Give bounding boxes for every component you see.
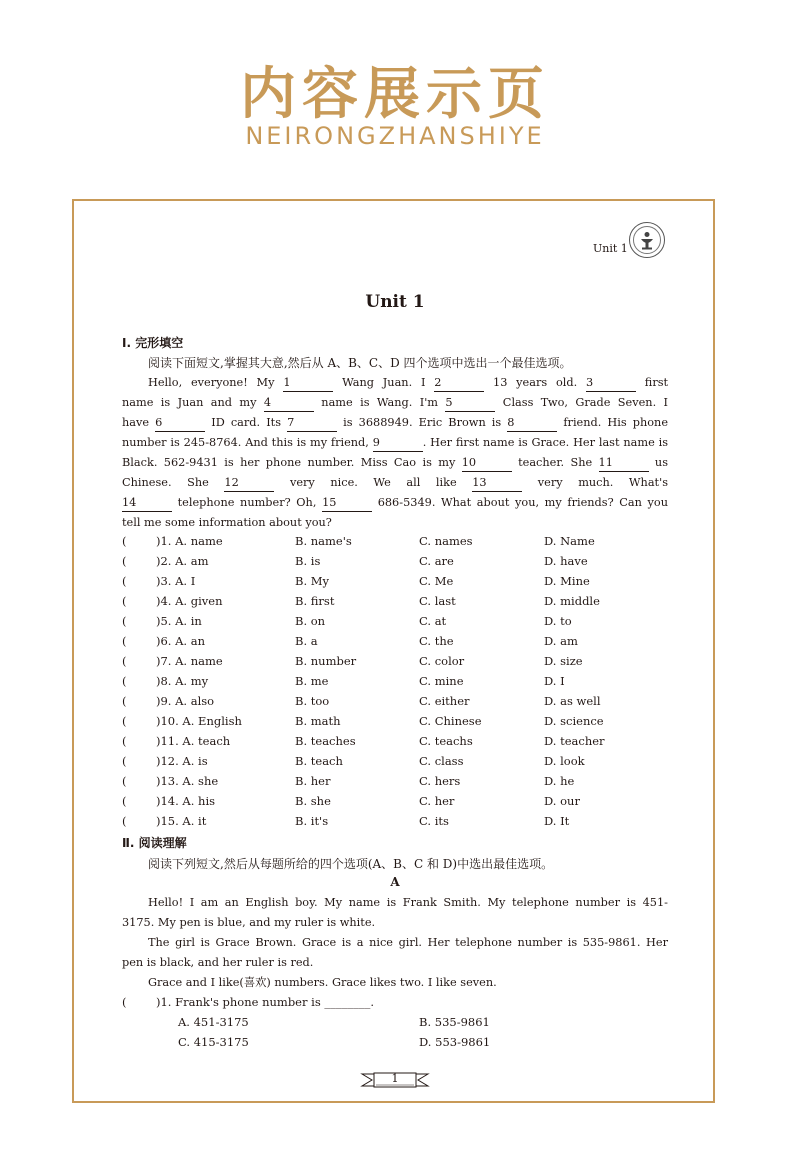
option-b: B. she	[295, 794, 331, 808]
question-row	[122, 734, 682, 754]
answer-paren: (	[122, 634, 127, 648]
option-c: C. names	[419, 534, 473, 548]
option-d: D. middle	[544, 594, 600, 608]
option-b: B. math	[295, 714, 341, 728]
option-b: B. first	[295, 594, 335, 608]
blank-6: 6	[155, 415, 205, 432]
blank-3: 3	[586, 375, 636, 392]
option-c: C. teachs	[419, 734, 473, 748]
answer-paren: (	[122, 814, 127, 828]
option-b: B. name's	[295, 534, 352, 548]
option-b: B. it's	[295, 814, 329, 828]
question-row	[122, 534, 682, 554]
question-row	[122, 774, 682, 794]
option-b: B. a	[295, 634, 318, 648]
option-c: C. mine	[419, 674, 464, 688]
answer-paren: (	[122, 534, 127, 548]
option-d: D. have	[544, 554, 588, 568]
answer-paren: (	[122, 734, 127, 748]
option-b: B. 535-9861	[419, 1015, 490, 1029]
blank-4: 4	[264, 395, 314, 412]
answer-paren: (	[122, 554, 127, 568]
passage-line: The girl is Grace Brown. Grace is a nice girl. Her telephone number is 535-9861. Her	[148, 936, 668, 949]
option-a: )9. A. also	[156, 694, 215, 708]
blank-8: 8	[507, 415, 557, 432]
page-number: 1	[391, 1072, 399, 1085]
option-a: )1. A. name	[156, 534, 223, 548]
unit-emblem-icon	[629, 222, 665, 258]
page-number-scroll	[360, 1071, 430, 1089]
option-c: C. 415-3175	[178, 1035, 249, 1049]
option-a: )5. A. in	[156, 614, 202, 628]
blank-12: 12	[224, 475, 274, 492]
passage-line: 3175. My pen is blue, and my ruler is white.	[122, 916, 376, 929]
option-c: C. hers	[419, 774, 461, 788]
passage-line: have 6 ID card. Its 7 is 3688949. Eric Brown is 8 friend. His phone	[122, 413, 668, 433]
option-c: C. last	[419, 594, 456, 608]
option-d: D. It	[544, 814, 570, 828]
blank-13: 13	[472, 475, 522, 492]
question-row	[122, 634, 682, 654]
blank-11: 11	[599, 455, 649, 472]
passage-line: Chinese. She 12 very nice. We all like 13 very much. What's	[122, 473, 668, 493]
option-a: )13. A. she	[156, 774, 219, 788]
answer-paren: (	[122, 674, 127, 688]
option-a: )4. A. given	[156, 594, 223, 608]
unit-title: Unit 1	[365, 292, 425, 312]
option-c: C. its	[419, 814, 449, 828]
option-d: D. teacher	[544, 734, 605, 748]
option-b: B. teaches	[295, 734, 356, 748]
blank-15: 15	[322, 495, 372, 512]
blank-1: 1	[283, 375, 333, 392]
answer-paren: (	[122, 774, 127, 788]
option-a: )11. A. teach	[156, 734, 231, 748]
option-c: C. color	[419, 654, 465, 668]
option-c: C. Chinese	[419, 714, 482, 728]
question-row	[122, 814, 682, 834]
option-d: D. Mine	[544, 574, 590, 588]
option-d: D. 553-9861	[419, 1035, 491, 1049]
answer-paren: (	[122, 574, 127, 588]
question-row	[122, 754, 682, 774]
cloze-passage	[122, 373, 668, 533]
option-c: C. either	[419, 694, 470, 708]
section-1-heading: Ⅰ. 完形填空	[122, 336, 184, 350]
answer-paren: (	[122, 594, 127, 608]
option-d: D. he	[544, 774, 575, 788]
answer-paren: (	[122, 694, 127, 708]
option-d: D. look	[544, 754, 585, 768]
option-b: B. her	[295, 774, 331, 788]
option-b: B. is	[295, 554, 321, 568]
blank-5: 5	[445, 395, 495, 412]
question-row	[122, 554, 682, 574]
option-c: C. the	[419, 634, 454, 648]
option-d: D. to	[544, 614, 572, 628]
option-a: )14. A. his	[156, 794, 216, 808]
passage-line: tell me some information about you?	[122, 516, 332, 529]
option-a: )7. A. name	[156, 654, 223, 668]
unit-tag: Unit 1	[593, 242, 628, 255]
option-a: )6. A. an	[156, 634, 205, 648]
section-2-heading: Ⅱ. 阅读理解	[122, 836, 187, 850]
question-row	[122, 654, 682, 674]
blank-14: 14	[122, 495, 172, 512]
option-b: B. My	[295, 574, 330, 588]
option-d: D. science	[544, 714, 604, 728]
section-1-instruction: 阅读下面短文,掌握其大意,然后从 A、B、C、D 四个选项中选出一个最佳选项。	[148, 356, 572, 370]
option-a: )8. A. my	[156, 674, 209, 688]
passage-line: Black. 562-9431 is her phone number. Miss Cao is my 10 teacher. She 11 us	[122, 453, 668, 473]
option-b: B. too	[295, 694, 330, 708]
option-c: C. class	[419, 754, 464, 768]
option-a: )10. A. English	[156, 714, 242, 728]
answer-paren: (	[122, 794, 127, 808]
blank-2: 2	[434, 375, 484, 392]
option-a: )2. A. am	[156, 554, 209, 568]
question-row	[122, 794, 682, 814]
reading-options-row	[122, 1015, 682, 1035]
question-row	[122, 574, 682, 594]
passage-line: 14 telephone number? Oh, 15 686-5349. What about you, my friends? Can you	[122, 493, 668, 513]
option-a: A. 451-3175	[178, 1015, 249, 1029]
page-header-subtitle: NEIRONGZHANSHIYE	[245, 122, 545, 150]
option-d: D. am	[544, 634, 578, 648]
passage-a-label: A	[390, 875, 400, 889]
blank-7: 7	[287, 415, 337, 432]
option-d: D. Name	[544, 534, 595, 548]
option-a: )3. A. I	[156, 574, 196, 588]
passage-line: Hello! I am an English boy. My name is Frank Smith. My telephone number is 451-	[148, 896, 668, 909]
section-2-instruction: 阅读下列短文,然后从每题所给的四个选项(A、B、C 和 D)中选出最佳选项。	[148, 857, 554, 871]
reading-passage-a	[122, 893, 668, 993]
answer-paren: (	[122, 614, 127, 628]
option-d: D. as well	[544, 694, 601, 708]
option-a: )15. A. it	[156, 814, 207, 828]
question-stem: )1. Frank's phone number is ________.	[156, 995, 375, 1009]
option-d: D. size	[544, 654, 583, 668]
answer-paren: (	[122, 995, 127, 1009]
option-d: D. I	[544, 674, 565, 688]
passage-line: pen is black, and her ruler is red.	[122, 956, 314, 969]
question-row	[122, 694, 682, 714]
passage-line: number is 245-8764. And this is my friend, 9 . Her first name is Grace. Her last name is	[122, 433, 668, 453]
option-c: C. her	[419, 794, 455, 808]
blank-9: 9	[373, 435, 423, 452]
option-c: C. Me	[419, 574, 454, 588]
question-row	[122, 614, 682, 634]
answer-paren: (	[122, 714, 127, 728]
passage-line: Grace and I like(喜欢) numbers. Grace likes two. I like seven.	[148, 976, 497, 989]
reading-options-row	[122, 1035, 682, 1055]
page-header-title: 内容展示页	[240, 62, 550, 127]
reading-question-1	[122, 995, 682, 1015]
option-b: B. me	[295, 674, 329, 688]
option-a: )12. A. is	[156, 754, 208, 768]
option-b: B. number	[295, 654, 357, 668]
option-b: B. teach	[295, 754, 343, 768]
passage-line: name is Juan and my 4 name is Wang. I'm 5 Class Two, Grade Seven. I	[122, 393, 668, 413]
option-d: D. our	[544, 794, 580, 808]
answer-paren: (	[122, 754, 127, 768]
question-row	[122, 714, 682, 734]
option-b: B. on	[295, 614, 326, 628]
option-c: C. are	[419, 554, 454, 568]
option-c: C. at	[419, 614, 447, 628]
answer-paren: (	[122, 654, 127, 668]
question-row	[122, 674, 682, 694]
blank-10: 10	[462, 455, 512, 472]
passage-line: Hello, everyone! My 1 Wang Juan. I 2 13 years old. 3 first	[122, 373, 668, 393]
question-row	[122, 594, 682, 614]
